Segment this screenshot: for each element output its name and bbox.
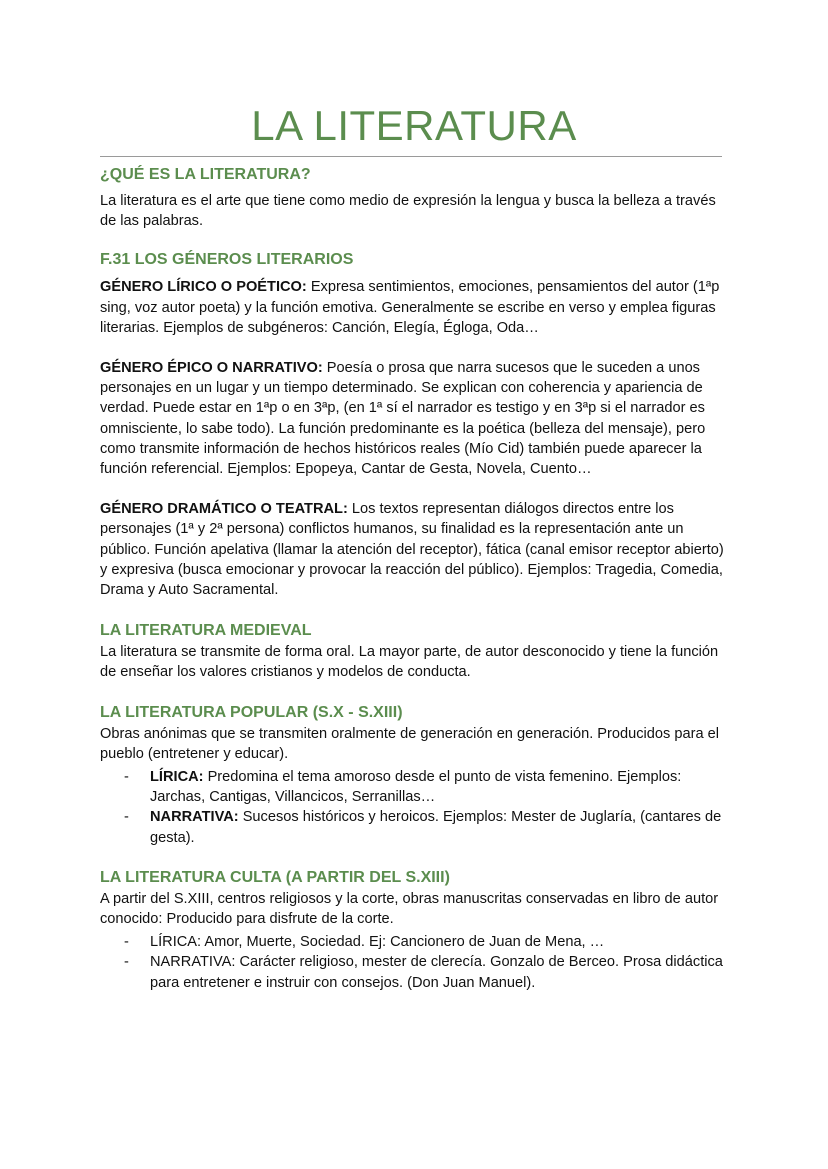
paragraph-que-es: La literatura es el arte que tiene como medio de expresión la lengua y busca la belleza a través de las palabras.: [100, 193, 716, 230]
item-text: LÍRICA: Amor, Muerte, Sociedad. Ej: Cancionero de Juan de Mena, …: [150, 934, 605, 951]
title-divider: [100, 156, 722, 157]
heading-popular: LA LITERATURA POPULAR (S.X - S.XIII): [100, 703, 403, 721]
paragraph-genero-lirico: [100, 277, 728, 338]
heading-culta: LA LITERATURA CULTA (A PARTIR DEL S.XIII): [100, 868, 450, 886]
list-item: [100, 952, 728, 992]
dash-bullet: -: [124, 809, 129, 826]
list-item: [100, 807, 728, 847]
dash-bullet: -: [124, 769, 129, 786]
item-label: LÍRICA:: [150, 769, 204, 786]
paragraph-genero-dramatico: [100, 499, 728, 600]
heading-medieval: LA LITERATURA MEDIEVAL: [100, 622, 312, 640]
document-page: [100, 0, 728, 993]
label-genero-epico: GÉNERO ÉPICO O NARRATIVO:: [100, 360, 323, 377]
item-label: NARRATIVA:: [150, 809, 239, 826]
item-text: Sucesos históricos y heroicos. Ejemplos: Mester de Juglaría, (cantares de gesta).: [150, 809, 722, 846]
text-genero-epico: Poesía o prosa que narra sucesos que le suceden a unos personajes en un lugar y un tiempo determinado. Se explican con coherencia y apariencia de verdad. Puede estar en 1ªp o en 3ªp, (en 1ª sí el narrador es testigo y en 3ªp si el narrador es omnisciente, lo sabe todo). La función predominante es la poética (belleza del mensaje), pero como transmite información de hechos históricos reales (Mío Cid) también puede aparecer la función referencial. Ejemplos: Epopeya, Cantar de Gesta, Novela, Cuento…: [100, 360, 706, 478]
heading-generos: F.31 LOS GÉNEROS LITERARIOS: [100, 251, 354, 269]
list-item: [100, 767, 728, 807]
dash-bullet: -: [124, 934, 129, 951]
paragraph-culta: A partir del S.XIII, centros religiosos y la corte, obras manuscritas conservadas en libro de autor conocido: Producido para disfrute de la corte.: [100, 890, 719, 928]
heading-que-es: ¿QUÉ ES LA LITERATURA?: [100, 166, 311, 183]
item-text: NARRATIVA: Carácter religioso, mester de clerecía. Gonzalo de Berceo. Prosa didáctica para entretener e instruir con consejos. (Don Juan Manuel).: [150, 954, 723, 991]
label-genero-dramatico: GÉNERO DRAMÁTICO O TEATRAL:: [100, 501, 348, 518]
dash-bullet: -: [124, 954, 129, 971]
text-genero-dramatico: Los textos representan diálogos directos entre los personajes (1ª y 2ª persona) conflictos humanos, su finalidad es la representación ante un público. Función apelativa (llamar la atención del receptor), fática (canal emisor receptor abierto) y expresiva (busca emocionar y provocar la reacción del público). Ejemplos: Tragedia, Comedia, Drama y Auto Sacramental.: [100, 501, 724, 599]
page-title: LA LITERATURA: [251, 102, 577, 149]
text-genero-lirico: Expresa sentimientos, emociones, pensamientos del autor (1ªp sing, voz autor poeta) y la función emotiva. Generalmente se escribe en verso y emplea figuras literarias. Ejemplos de subgéneros: Canción, Elegía, Égloga, Oda…: [100, 279, 720, 336]
label-genero-lirico: GÉNERO LÍRICO O POÉTICO:: [100, 279, 307, 296]
paragraph-medieval: La literatura se transmite de forma oral. La mayor parte, de autor desconocido y tiene la función de enseñar los valores cristianos y modelos de conducta.: [100, 644, 719, 681]
list-popular: [100, 767, 728, 848]
list-culta: [100, 932, 728, 993]
paragraph-popular: Obras anónimas que se transmiten oralmente de generación en generación. Producidos para el pueblo (entretener y educar).: [100, 725, 719, 762]
paragraph-genero-epico: [100, 358, 728, 479]
list-item: [100, 932, 728, 952]
item-text: Predomina el tema amoroso desde el punto de vista femenino. Ejemplos: Jarchas, Cantigas, Villancicos, Serranillas…: [150, 769, 682, 806]
